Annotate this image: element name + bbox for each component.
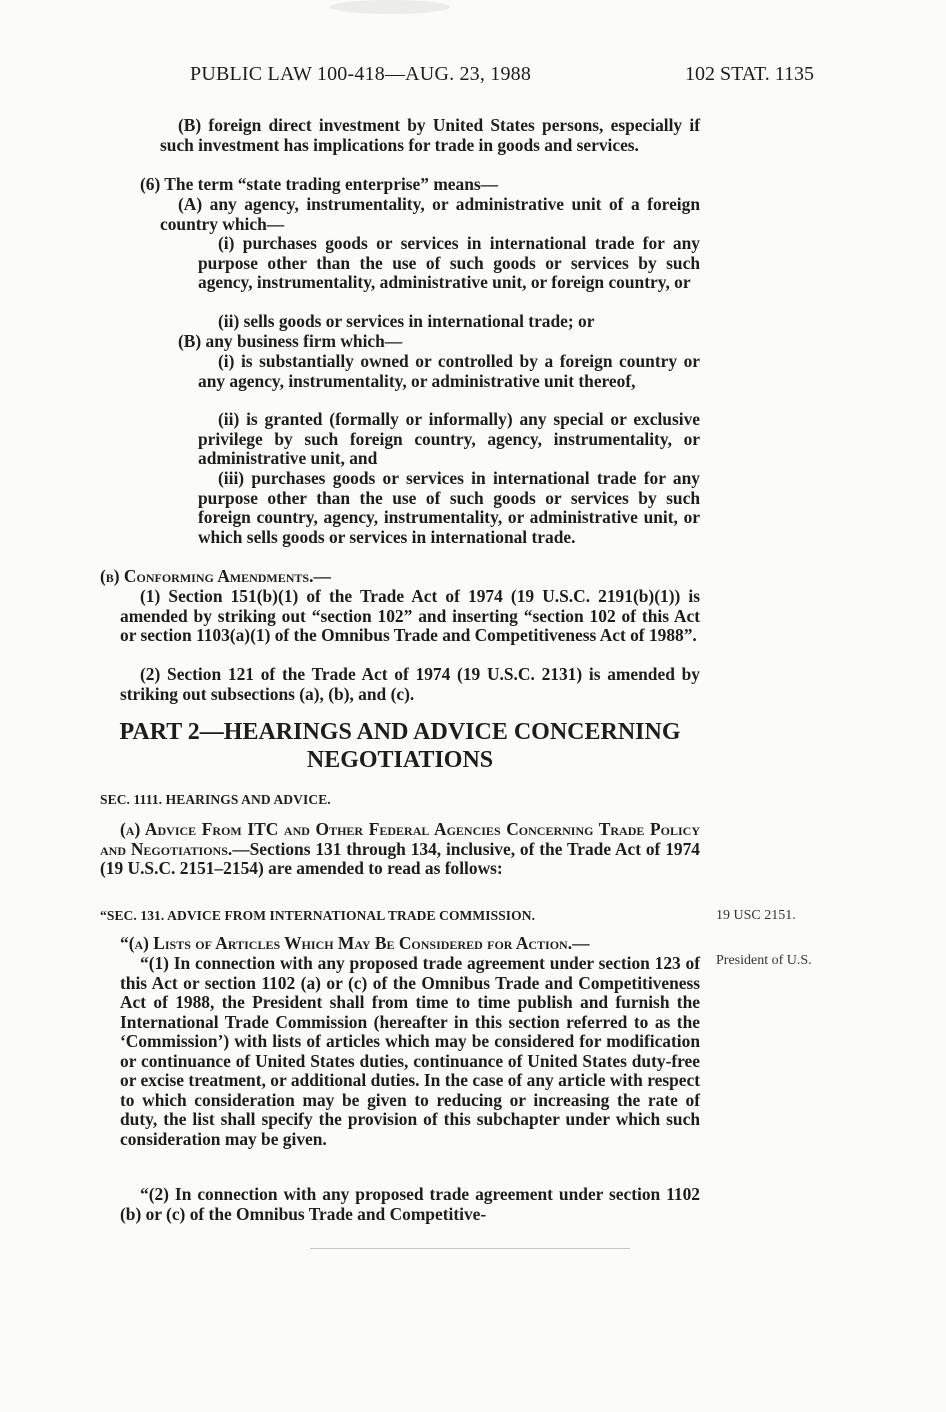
paragraph-a-agency: (A) any agency, instrumentality, or administrative unit of a foreign country which— (160, 194, 700, 234)
advice-from-itc-text: —Sections 131 through 134, inclusive, of the Trade Act of 1974 (19 U.S.C. 2151–2154) are amended to read as follows: (100, 838, 700, 878)
paragraph-b-ii-privilege: (ii) is granted (formally or informally) any special or exclusive privilege by such foreign country, agency, instrumentality, or administrative unit, and (198, 409, 700, 468)
paragraph-advice-from-itc (100, 820, 700, 879)
paragraph-6-definition: (6) The term “state trading enterprise” means— (140, 174, 499, 194)
top-scan-smudge (330, 0, 450, 14)
margin-note-president: President of U.S. (716, 953, 812, 968)
bottom-scan-rule (310, 1248, 630, 1249)
conforming-amendments-dash: — (313, 566, 331, 586)
margin-note-usc: 19 USC 2151. (716, 908, 796, 923)
paragraph-amendment-1: (1) Section 151(b)(1) of the Trade Act of 1974 (19 U.S.C. 2191(b)(1)) is amended by striking out “section 102” and inserting “section 102 of this Act or section 1103(a)(1) of the Omnibus Trade and Competitiveness Act of 1988”. (120, 586, 700, 645)
page-header-right: 102 STAT. 1135 (685, 63, 814, 85)
paragraph-conforming-amendments (100, 567, 700, 587)
paragraph-b-business-firm: (B) any business firm which— (178, 331, 403, 351)
paragraph-lists-of-articles (100, 934, 700, 954)
page-header-left: PUBLIC LAW 100-418—AUG. 23, 1988 (190, 63, 532, 85)
conforming-amendments-label: (b) Conforming Amendments. (100, 566, 314, 586)
lists-of-articles-label: “(a) Lists of Articles Which May Be Considered for Action. (120, 933, 573, 953)
paragraph-131-a-1: “(1) In connection with any proposed trade agreement under section 123 of this Act or section 1102 (a) or (c) of the Omnibus Trade and Competitiveness Act of 1988, the President shall from time to time publish and furnish the International Trade Commission (hereafter in this section referred to as the ‘Commission’) with lists of articles which may be considered for modification or continuance of United States duties, continuance of United States duty-free or excise treatment, or additional duties. In the case of any article with respect to which consideration may be given to reducing or increasing the rate of duty, the list shall specify the provision of this subchapter under which such consideration may be given. (120, 953, 700, 1149)
paragraph-amendment-2: (2) Section 121 of the Trade Act of 1974 (19 U.S.C. 2131) is amended by striking out subsections (a), (b), and (c). (120, 664, 700, 704)
paragraph-b-i-owned: (i) is substantially owned or controlled by a foreign country or any agency, instrumentality, or administrative unit thereof, (198, 351, 700, 391)
paragraph-b-foreign-investment: (B) foreign direct investment by United States persons, especially if such investment has implications for trade in goods and services. (160, 115, 700, 155)
part-heading: PART 2—HEARINGS AND ADVICE CONCERNING NEGOTIATIONS (119, 719, 681, 773)
advice-from-itc-label: (a) Advice From ITC and Other Federal Agencies Concerning Trade Policy and Negotiations. (100, 819, 700, 859)
paragraph-131-a-2: “(2) In connection with any proposed trade agreement under section 1102 (b) or (c) of the Omnibus Trade and Competitive- (120, 1184, 700, 1224)
paragraph-a-ii-sells: (ii) sells goods or services in international trade; or (218, 311, 595, 331)
section-131-heading: “SEC. 131. ADVICE FROM INTERNATIONAL TRADE COMMISSION. (100, 908, 536, 923)
paragraph-b-iii-purchases: (iii) purchases goods or services in international trade for any purpose other than the use of such goods or services by such foreign country, agency, instrumentality, or administrative unit, or which sells goods or services in international trade. (198, 468, 700, 547)
lists-of-articles-dash: — (572, 933, 590, 953)
paragraph-a-i-purchases: (i) purchases goods or services in international trade for any purpose other than the use of such goods or services by such agency, instrumentality, administrative unit, or foreign country, or (198, 233, 700, 292)
section-1111-heading: SEC. 1111. HEARINGS AND ADVICE. (100, 792, 331, 807)
